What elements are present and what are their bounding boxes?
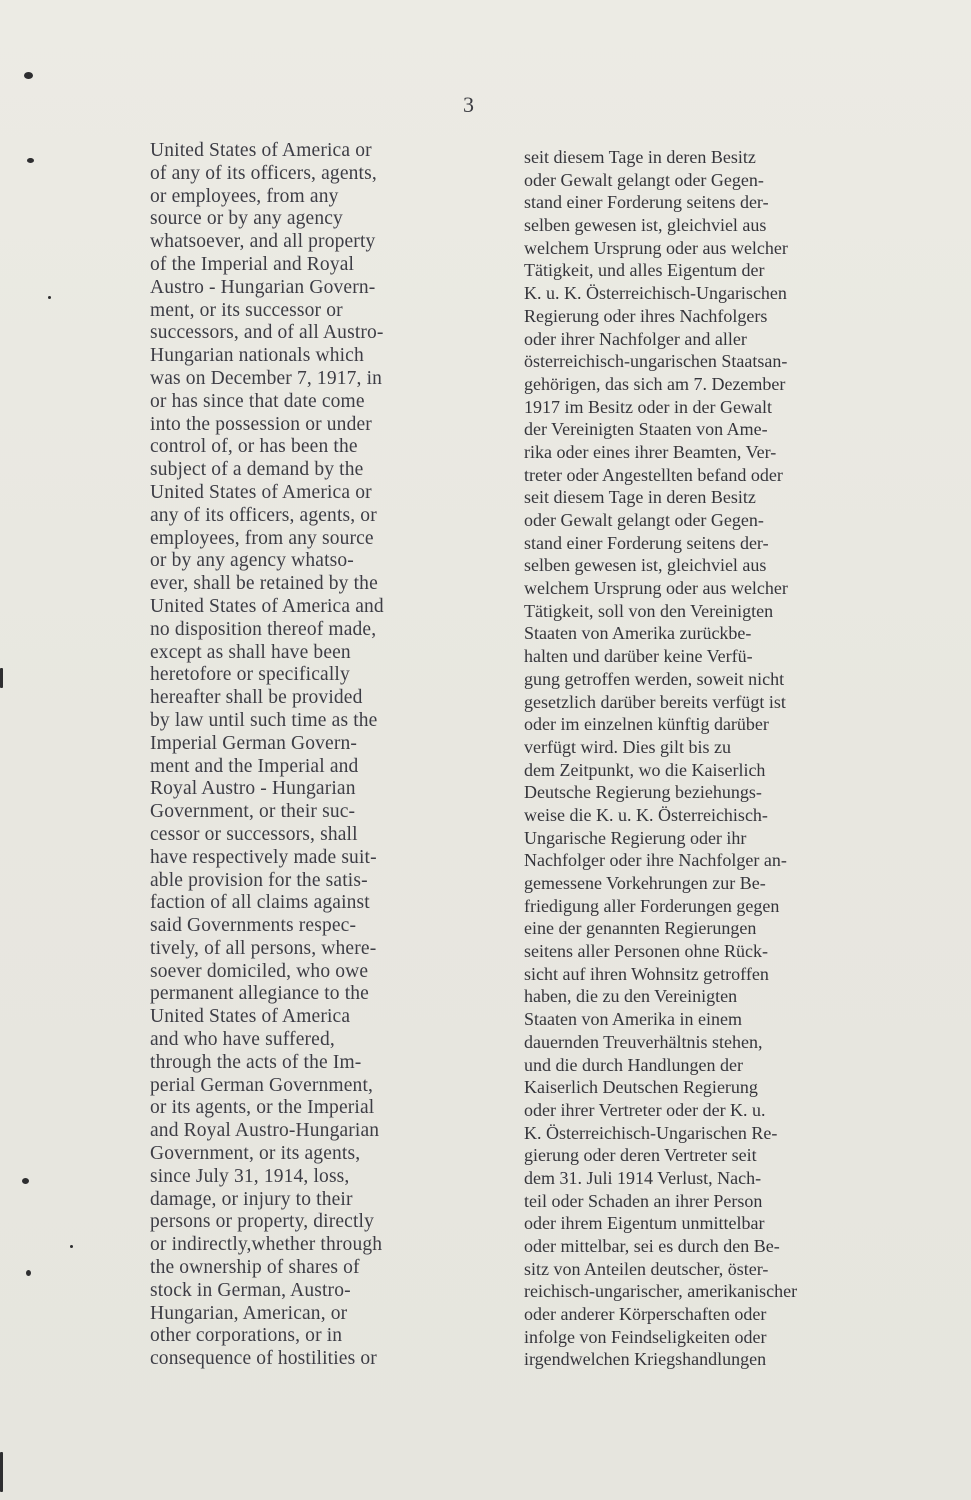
german-text-line: Regierung oder ihres Nachfolgers [524,305,768,326]
english-text-line: heretofore or specifically [150,664,350,686]
german-text-line: stand einer Forderung seitens der- [524,192,769,213]
german-text-line: gemessene Vorkehrungen zur Be- [524,873,766,893]
german-text-line: seit diesem Tage in deren Besitz [524,487,756,508]
german-text-line: seitens aller Personen ohne Rück- [524,941,768,962]
german-text-line: K. Österreichisch-Ungarischen Re- [524,1122,778,1143]
german-text-line: haben, die zu den Vereinigten [524,986,738,1007]
english-text-line: ment, or its successor or [150,299,343,321]
english-text-line: or indirectly,whether through [150,1234,383,1256]
english-text-line: Government, or their suc- [150,801,356,823]
english-text-line: Imperial German Govern- [150,732,358,754]
margin-mark [27,158,34,163]
german-text-line: und die durch Handlungen der [524,1054,743,1075]
margin-edge-mark [0,668,3,688]
german-text-line: gehörigen, das sich am 7. Dezember [524,373,786,394]
german-text-line: infolge von Feindseligkeiten oder [524,1326,767,1347]
english-text-line: Hungarian nationals which [150,345,364,367]
german-text-line: teil oder Schaden an ihrer Person [524,1190,763,1211]
german-text-line: Ungarische Regierung oder ihr [524,827,747,848]
english-text-line: of any of its officers, agents, [150,162,377,184]
english-text-line: damage, or injury to their [150,1188,353,1210]
german-text-line: Deutsche Regierung beziehungs- [524,782,762,803]
margin-mark [26,1270,31,1276]
german-text-line: sitz von Anteilen deutscher, öster- [524,1258,769,1279]
margin-mark [48,296,51,299]
german-text-line: oder im einzelnen künftig darüber [524,714,769,735]
english-text-line: through the acts of the Im- [150,1051,362,1073]
english-text-line: or its agents, or the Imperial [150,1097,375,1119]
german-text-line: rika oder eines ihrer Beamten, Ver- [524,441,777,462]
english-text-line: said Governments respec- [150,915,357,937]
english-text-line: United States of America or [150,481,372,503]
german-text-line: gung getroffen werden, soweit nicht [524,668,785,689]
english-text-column [150,140,462,1371]
english-text-line: and Royal Austro-Hungarian [150,1120,380,1142]
english-text-line: ever, shall be retained by the [150,573,378,595]
english-text-line: or employees, from any [150,185,339,207]
german-text-line: welchem Ursprung oder aus welcher [524,237,788,258]
english-text-line: consequence of hostilities or [150,1348,377,1370]
english-text-line: Royal Austro - Hungarian [150,778,356,800]
english-text-line: other corporations, or in [150,1325,343,1347]
german-text-line: oder ihrer Nachfolger and aller [524,328,747,349]
english-text-line: perial German Government, [150,1074,374,1096]
english-text-line: since July 31, 1914, loss, [150,1165,350,1187]
english-text-line: whatsoever, and all property [150,231,376,253]
german-text-line: seit diesem Tage in deren Besitz [524,147,756,167]
german-text-line: K. u. K. Österreichisch-Ungarischen [524,283,787,304]
english-text-line: permanent allegiance to the [150,983,369,1005]
english-text-line: tively, of all persons, where- [150,937,377,959]
english-text-line: stock in German, Austro- [150,1279,351,1301]
margin-mark [22,1178,29,1184]
german-text-line: oder anderer Körperschaften oder [524,1304,767,1325]
english-text-line: faction of all claims against [150,892,370,914]
english-text-line: persons or property, directly [150,1211,375,1233]
german-text-line: oder ihrer Vertreter oder der K. u. [524,1099,766,1120]
german-text-line: irgendwelchen Kriegshandlungen [524,1349,767,1370]
english-text-line: soever domiciled, who owe [150,960,369,982]
english-text-line: hereafter shall be provided [150,687,363,709]
german-text-line: österreichisch-ungarischen Staatsan- [524,351,788,372]
english-text-line: successors, and of all Austro- [150,322,384,344]
german-text-line: Kaiserlich Deutschen Regierung [524,1077,758,1098]
english-text-line: United States of America or [150,140,372,161]
german-text-line: weise die K. u. K. Österreichisch- [524,804,768,825]
page-number: 3 [463,92,474,117]
german-text-line: oder Gewalt gelangt oder Gegen- [524,169,764,190]
english-text-line: employees, from any source [150,527,374,549]
english-text-line: no disposition thereof made, [150,618,377,640]
english-text-line: cessor or successors, shall [150,823,358,845]
english-text-line: have respectively made suit- [150,846,377,868]
german-text-column [524,146,824,1371]
english-text-line: of the Imperial and Royal [150,253,355,275]
german-text-line: dem 31. Juli 1914 Verlust, Nach- [524,1167,762,1188]
german-text-line: Staaten von Amerika zurückbe- [524,623,752,644]
german-text-line: gierung oder deren Vertreter seit [524,1145,757,1166]
german-text-line: dem Zeitpunkt, wo die Kaiserlich [524,759,766,780]
margin-mark [70,1245,73,1248]
german-text-line: treter oder Angestellten befand oder [524,464,783,485]
german-text-line: Nachfolger oder ihre Nachfolger an- [524,850,787,871]
german-text-line: 1917 im Besitz oder in der Gewalt [524,396,772,417]
english-text-line: by law until such time as the [150,709,378,731]
english-text-line: ment and the Imperial and [150,755,359,777]
english-text-line: and who have suffered, [150,1029,335,1051]
german-text-line: selben gewesen ist, gleichviel aus [524,555,767,576]
english-text-line: United States of America [150,1006,351,1028]
german-text-line: gesetzlich darüber bereits verfügt ist [524,691,786,712]
german-text-line: sicht auf ihren Wohnsitz getroffen [524,963,769,984]
german-text-line: oder mittelbar, sei es durch den Be- [524,1236,780,1256]
english-text-line: control of, or has been the [150,436,358,458]
english-text-line: was on December 7, 1917, in [150,367,383,389]
margin-mark [24,72,33,79]
english-text-line: Government, or its agents, [150,1143,361,1165]
german-text-line: der Vereinigten Staaten von Ame- [524,419,768,440]
english-text-line: source or by any agency [150,208,343,230]
german-text-line: oder ihrem Eigentum unmittelbar [524,1213,765,1234]
english-text-line: the ownership of shares of [150,1257,360,1279]
english-text-line: subject of a demand by the [150,459,364,481]
english-text-line: United States of America and [150,595,384,617]
german-text-line: stand einer Forderung seitens der- [524,532,769,553]
german-text-line: oder Gewalt gelangt oder Gegen- [524,510,764,530]
german-text-line: friedigung aller Forderungen gegen [524,895,780,916]
english-text-line: into the possession or under [150,413,372,435]
margin-edge-mark [0,1452,3,1492]
english-text-line: able provision for the satis- [150,869,368,891]
german-text-line: welchem Ursprung oder aus welcher [524,578,788,599]
german-text-line: dauernden Treuverhältnis stehen, [524,1031,763,1052]
german-text-line: Staaten von Amerika in einem [524,1009,742,1030]
german-text-line: eine der genannten Regierungen [524,918,757,939]
english-text-line: or by any agency whatso- [150,550,354,572]
german-text-line: verfügt wird. Dies gilt bis zu [524,736,731,757]
german-text-line: Tätigkeit, und alles Eigentum der [524,260,765,281]
german-text-line: reichisch-ungarischer, amerikanischer [524,1281,798,1302]
english-text-line: or has since that date come [150,390,365,412]
german-text-line: Tätigkeit, soll von den Vereinigten [524,600,774,621]
english-text-line: any of its officers, agents, or [150,504,377,526]
german-text-line: selben gewesen ist, gleichviel aus [524,215,767,236]
english-text-line: Austro - Hungarian Govern- [150,276,376,298]
english-text-line: Hungarian, American, or [150,1302,348,1324]
german-text-line: halten und darüber keine Verfü- [524,646,753,667]
english-text-line: except as shall have been [150,641,351,663]
